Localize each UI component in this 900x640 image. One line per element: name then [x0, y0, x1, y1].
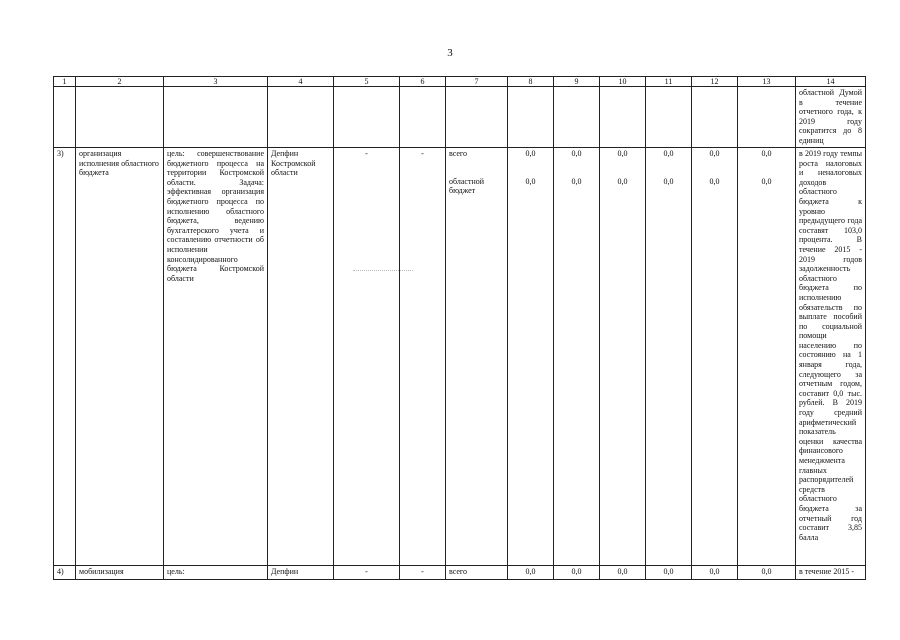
start-year: -	[334, 566, 400, 580]
result-text: областной Думой в течение отчетного года, к 2019 году сократится до 8 единиц	[796, 87, 866, 148]
measure-goal: цель: совершенствование бюджетного процесса на территории Костромской области. Задача: эффективная организация бюджетного процесса по исполнению областного бюджета, ведению бухгалтерского учета и составлению отчетности об исполнении консолидированного бюджета Костромской области	[164, 148, 268, 566]
end-year: -	[400, 566, 446, 580]
column-header: 3	[164, 77, 268, 87]
executor: Депфин	[268, 566, 334, 580]
measure-name: мобилизация	[76, 566, 164, 580]
column-header: 6	[400, 77, 446, 87]
amount-cell: 0,0 0,0	[600, 148, 646, 566]
column-header: 7	[446, 77, 508, 87]
table-row	[54, 566, 866, 580]
row-number: 4)	[54, 566, 76, 580]
amount-cell: 0,0	[600, 566, 646, 580]
result-text: в 2019 году темпы роста налоговых и неналоговых доходов областного бюджета к уровню предыдущего года составят 103,0 процента. В течение 2015 - 2019 годов задолженность областного бюджета по исполнению обязательств по выплате пособий по социальной помощи населению по состоянию на 1 января года, следующего за отчетным годом, составит 0,0 тыс. рублей. В 2019 году средний арифметический показатель оценки качества финансового менеджмента главных распорядителей средств областного бюджета за отчетный год составит 3,85 балла	[796, 148, 866, 566]
column-header: 2	[76, 77, 164, 87]
source-total: всего	[446, 566, 508, 580]
table-row	[54, 148, 866, 566]
amount-cell: 0,0 0,0	[646, 148, 692, 566]
amount-cell: 0,0 0,0	[738, 148, 796, 566]
row-number: 3)	[54, 148, 76, 566]
amount-cell: 0,0	[692, 566, 738, 580]
measure-goal: цель:	[164, 566, 268, 580]
column-number-row	[54, 77, 866, 87]
amount-cell: 0,0 0,0	[554, 148, 600, 566]
amount-cell: 0,0 0,0	[692, 148, 738, 566]
measure-name: организация исполнения областного бюджета	[76, 148, 164, 566]
start-year: -	[334, 148, 400, 566]
amount-cell: 0,0	[554, 566, 600, 580]
column-header: 4	[268, 77, 334, 87]
table-row	[54, 87, 866, 148]
executor: Депфин Костромской области	[268, 148, 334, 566]
column-header: 14	[796, 77, 866, 87]
end-year: -	[400, 148, 446, 566]
column-header: 11	[646, 77, 692, 87]
amount-cell: 0,0	[738, 566, 796, 580]
page-number: 3	[447, 47, 453, 59]
funding-source	[446, 148, 508, 566]
column-header: 13	[738, 77, 796, 87]
column-header: 5	[334, 77, 400, 87]
column-header: 9	[554, 77, 600, 87]
amount-cell: 0,0 0,0	[508, 148, 554, 566]
source-regional: областной бюджет	[449, 176, 485, 196]
amount-cell: 0,0	[646, 566, 692, 580]
scan-artifact-line	[353, 270, 413, 271]
column-header: 12	[692, 77, 738, 87]
column-header: 10	[600, 77, 646, 87]
amount-cell: 0,0	[508, 566, 554, 580]
column-header: 8	[508, 77, 554, 87]
column-header: 1	[54, 77, 76, 87]
source-total: всего	[449, 149, 468, 158]
result-text: в течение 2015 -	[796, 566, 866, 580]
program-measures-table	[53, 76, 866, 580]
